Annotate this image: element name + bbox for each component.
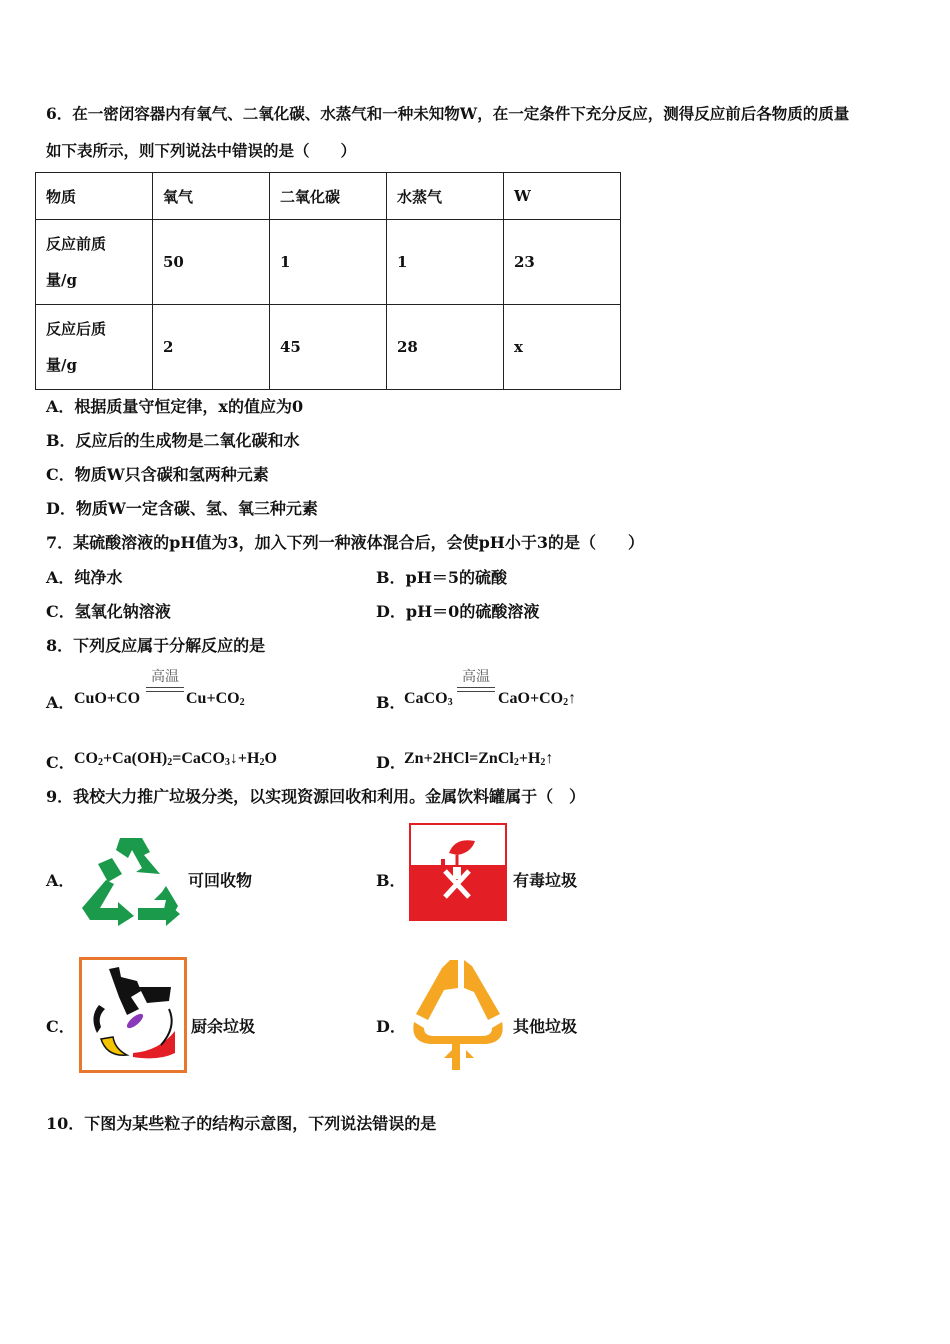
q6-option-c[interactable]: C．物质W只含碳和氢两种元素 [46, 465, 269, 484]
q9-option-c-label: 厨余垃圾 [191, 1017, 256, 1036]
mass-table [35, 172, 621, 390]
q7-option-d[interactable]: D．pH＝0的硫酸溶液 [376, 602, 540, 621]
q8-a-reactants: CuO+CO [74, 690, 141, 707]
q6-text-line2: 如下表所示，则下列说法中错误的是（ ） [46, 141, 357, 160]
q8-text: 8．下列反应属于分解反应的是 [46, 636, 266, 655]
table-cell: 1 [387, 220, 504, 305]
q9-option-d-label: 其他垃圾 [513, 1017, 578, 1036]
q9-option-b-letter: B． [376, 871, 406, 890]
q8-b-equals-sign [457, 687, 495, 692]
table-cell: 23 [504, 220, 621, 305]
table-row-label: 反应前质 量/g [36, 220, 153, 305]
q9-option-d-letter: D． [376, 1017, 406, 1036]
other-waste-icon [408, 958, 508, 1072]
q8-d-equation: $Zn+2HCl=ZnCl_2+H_2↑$ [404, 750, 554, 768]
q8-option-d-letter: D． [376, 753, 406, 772]
table-header-cell: 氧气 [153, 173, 270, 220]
q9-option-a-letter: A． [46, 871, 75, 890]
table-header-row [36, 173, 621, 220]
table-header-cell: 二氧化碳 [270, 173, 387, 220]
q8-option-b-letter: B． [376, 693, 406, 712]
table-row-label: 反应后质 量/g [36, 305, 153, 390]
recycle-icon [78, 830, 186, 928]
table-cell: x [504, 305, 621, 390]
q8-b-condition: 高温 [462, 669, 490, 685]
q6-option-d[interactable]: D．物质W一定含碳、氢、氧三种元素 [46, 499, 318, 518]
table-cell: 1 [270, 220, 387, 305]
q8-c-equation: $CO_2+Ca(OH)_2=CaCO_3↓+H_2O$ [74, 750, 277, 768]
table-row [36, 305, 621, 390]
q8-option-c-letter: C． [46, 753, 75, 772]
q9-option-c-letter: C． [46, 1017, 75, 1036]
table-header-cell: 物质 [36, 173, 153, 220]
q7-option-a[interactable]: A．纯净水 [46, 568, 123, 587]
table-cell: 45 [270, 305, 387, 390]
q6-option-a[interactable]: A．根据质量守恒定律，x的值应为0 [46, 397, 304, 416]
q6-text-line1: 6．在一密闭容器内有氧气、二氧化碳、水蒸气和一种未知物W，在一定条件下充分反应，测得反应前后各物质的质量 [46, 104, 850, 123]
q8-option-a-letter: A． [46, 693, 75, 712]
table-header-cell: W [504, 173, 621, 220]
q7-text: 7．某硫酸溶液的pH值为3，加入下列一种液体混合后，会使pH小于3的是（ ） [46, 533, 645, 552]
q8-a-equals-sign [146, 687, 184, 692]
q8-a-products: $Cu+CO_2$ [186, 690, 245, 708]
table-header-cell: 水蒸气 [387, 173, 504, 220]
table-cell: 50 [153, 220, 270, 305]
kitchen-waste-icon [79, 957, 187, 1073]
hazardous-icon [409, 823, 507, 921]
q8-a-condition: 高温 [151, 669, 179, 685]
table-cell: 28 [387, 305, 504, 390]
q9-text: 9．我校大力推广垃圾分类，以实现资源回收和利用。金属饮料罐属于（ ） [46, 787, 586, 806]
q6-option-b[interactable]: B．反应后的生成物是二氧化碳和水 [46, 431, 300, 450]
q10-text: 10．下图为某些粒子的结构示意图，下列说法错误的是 [46, 1114, 437, 1133]
table-cell: 2 [153, 305, 270, 390]
q8-b-products: $CaO+CO_2↑$ [498, 690, 577, 708]
q9-option-b-label: 有毒垃圾 [513, 871, 578, 890]
q7-option-c[interactable]: C．氢氧化钠溶液 [46, 602, 171, 621]
q7-option-b[interactable]: B．pH＝5的硫酸 [376, 568, 507, 587]
q9-option-a-label: 可回收物 [188, 871, 253, 890]
q8-b-reactants: CaCO$_3$ [404, 690, 453, 708]
table-row [36, 220, 621, 305]
